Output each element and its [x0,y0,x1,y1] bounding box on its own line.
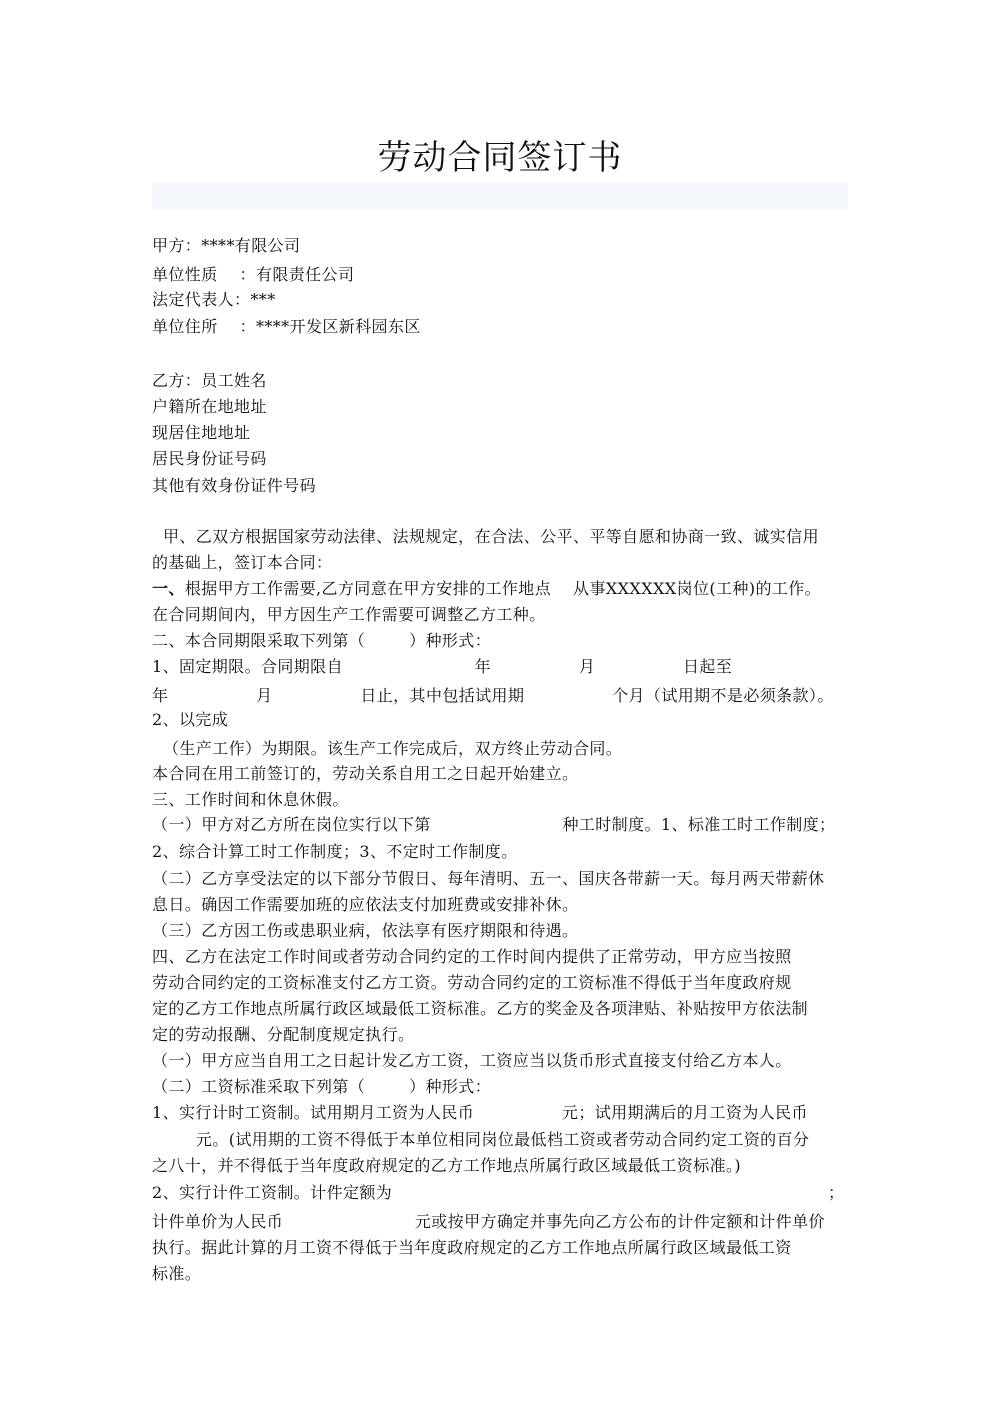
clause-4-2-title: （二）工资标准采取下列第（ ）种形式： [152,1077,492,1096]
clause-3-2-line-1: （二）乙方享受法定的以下部分节假日、每年清明、五一、国庆各带薪一天。每月两天带薪休 [152,869,825,888]
clause-1-number: 一、 [152,579,185,598]
clause-4-2-2-line-1-end: ； [828,1183,845,1202]
clause-4-2-2-line-3: 执行。据此计算的月工资不得低于当年度政府规定的乙方工作地点所属行政区域最低工资 [152,1238,792,1257]
clause-2-3: 本合同在用工前签订的，劳动关系自用工之日起开始建立。 [152,764,579,783]
title-underline-band [152,183,848,209]
clause-4-2-1-line-3: 之八十，并不得低于当年度政府规定的乙方工作地点所属行政区域最低工资标准。) [152,1156,742,1175]
clause-4-line-2: 劳动合同约定的工资标准支付乙方工资。劳动合同约定的工资标准不得低于当年度政府规 [152,973,792,992]
party-b-id-number: 居民身份证号码 [152,449,267,468]
clause-1-line-2: 在合同期间内，甲方因生产工作需要可调整乙方工种。 [152,605,546,624]
clause-3-title: 三、工作时间和休息休假。 [152,790,349,809]
party-b-household-address: 户籍所在地地址 [152,397,267,416]
clause-1 [152,578,821,600]
clause-2-1-line-1: 1、固定期限。合同期限自 年 月 日起至 [152,657,733,676]
clause-4-line-4: 定的劳动报酬、分配制度规定执行。 [152,1025,415,1044]
clause-4-2-1-line-2: 元。(试用期的工资不得低于本单位相同岗位最低档工资或者劳动合同约定工资的百分 [152,1130,810,1149]
clause-4-2-2-line-1: 2、实行计件工资制。计件定额为 [152,1183,393,1202]
clause-4-2-2-line-2: 计件单价为人民币 元或按甲方确定并事先向乙方公布的计件定额和计件单价 [152,1212,825,1231]
intro-line-2: 的基础上，签订本合同： [152,553,333,572]
clause-3-1-line-2: 2、综合计算工时工作制度；3、不定时工作制度。 [152,842,518,861]
clause-2-2-line-2: （生产工作）为期限。该生产工作完成后，双方终止劳动合同。 [152,739,623,758]
party-a-address: 单位住所 ：****开发区新科园东区 [152,317,421,336]
clause-2-2-line-1: 2、以完成 [152,710,229,729]
clause-2-1-line-2: 年 月 日止，其中包括试用期 个月（试用期不是必须条款）。 [152,686,834,705]
clause-4-2-1-line-1: 1、实行计时工资制。试用期月工资为人民币 元；试用期满后的月工资为人民币 [152,1103,808,1122]
clause-4-1: （一）甲方应当自用工之日起计发乙方工资，工资应当以货币形式直接支付给乙方本人。 [152,1051,792,1070]
intro-line-1: 甲、乙双方根据国家劳动法律、法规规定，在合法、公平、平等自愿和协商一致、诚实信用 [152,527,819,546]
document-title: 劳动合同签订书 [377,138,623,178]
party-a-representative: 法定代表人：*** [152,290,276,309]
party-b-other-id: 其他有效身份证件号码 [152,476,317,495]
party-a-name: 甲方：****有限公司 [152,236,301,255]
clause-4-line-1: 四、乙方在法定工作时间或者劳动合同约定的工作时间内提供了正常劳动，甲方应当按照 [152,947,792,966]
clause-4-2-2-line-4: 标准。 [152,1264,202,1283]
clause-2-title: 二、本合同期限采取下列第（ ）种形式： [152,631,492,650]
clause-4-line-3: 定的乙方工作地点所属行政区域最低工资标准。乙方的奖金及各项津贴、补贴按甲方依法制 [152,999,809,1018]
party-b-current-address: 现居住地地址 [152,423,251,442]
party-b-name: 乙方：员工姓名 [152,371,267,390]
clause-3-2-line-2: 息日。确因工作需要加班的应依法支付加班费或安排补休。 [152,895,579,914]
clause-3-1-line-1: （一）甲方对乙方所在岗位实行以下第 种工时制度。1、标准工时工作制度； [152,815,836,834]
party-a-nature: 单位性质 ：有限责任公司 [152,265,355,284]
clause-1-text: 根据甲方工作需要,乙方同意在甲方安排的工作地点 从事XXXXXX岗位(工种)的工作。 [184,579,822,598]
clause-3-3: （三）乙方因工伤或患职业病，依法享有医疗期限和待遇。 [152,921,579,940]
